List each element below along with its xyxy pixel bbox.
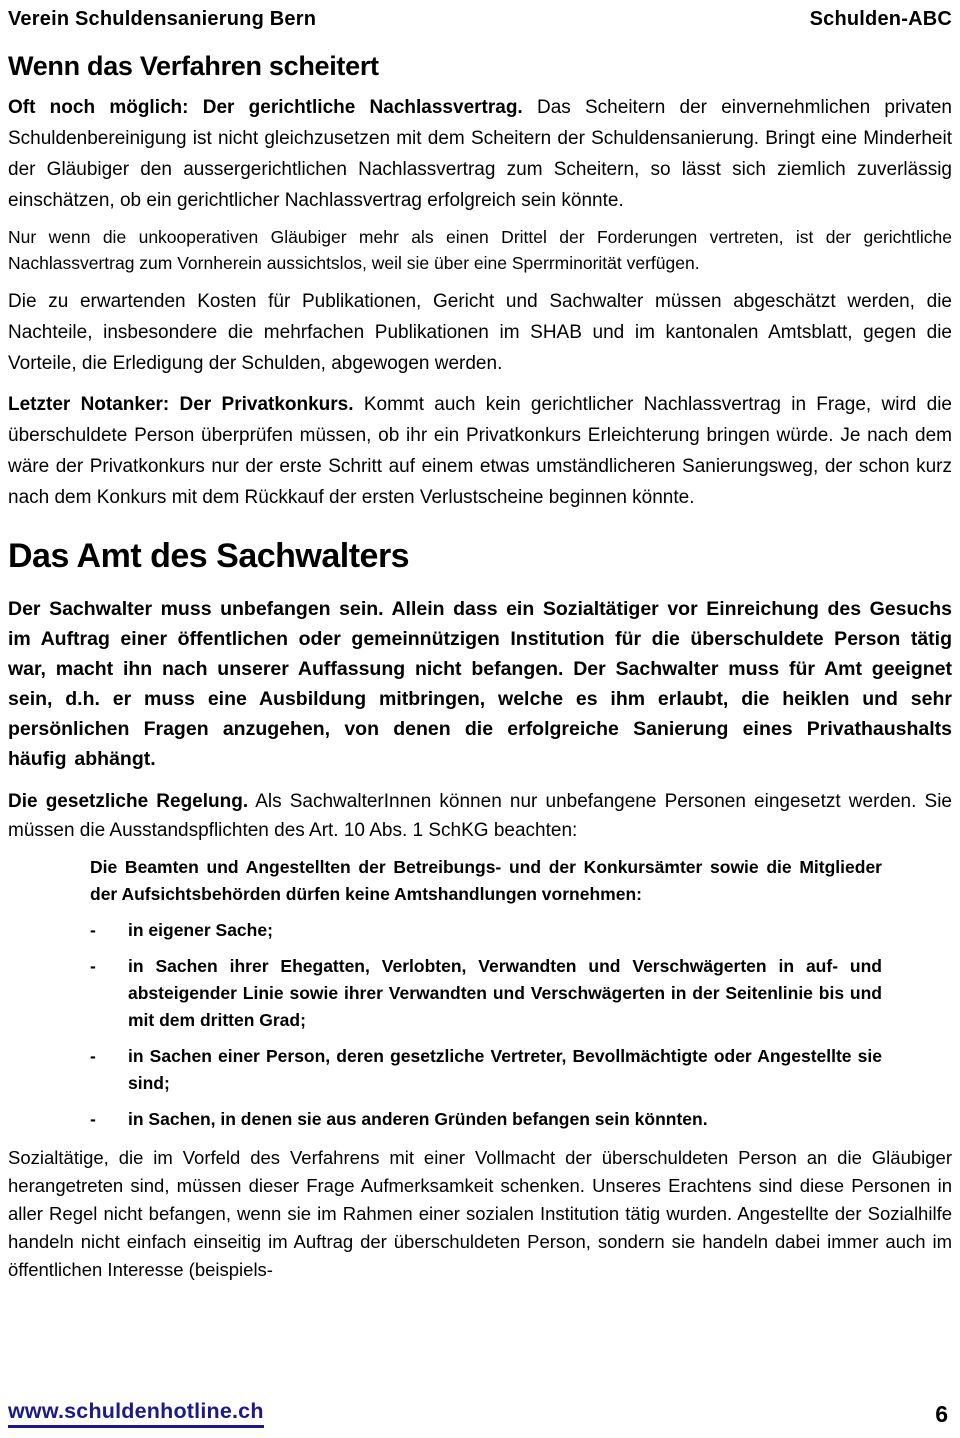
list-item-text: in Sachen einer Person, deren gesetzliche Vertreter, Bevollmächtigte oder Angestellte sie sind;: [128, 1046, 882, 1093]
paragraph-text: Allein dass ein Sozialtätiger vor Einreichung des Gesuchs im Auftrag einer öffentlichen oder gemeinnützigen Institution für die überschuldete Person tätig war, macht ihn nach unserer Auffassung nicht befangen. Der Sachwalter muss für Amt geeignet sein, d.h. er muss eine Ausbildung mitbringen, welche es ihm erlaubt, die heiklen und sehr persönlichen Fragen anzugehen, von denen die erfolgreiche Sanierung eines Privathaushalts häufig abhängt.: [8, 598, 952, 770]
paragraph-sozialtaetige: Sozialtätige, die im Vorfeld des Verfahrens mit einer Vollmacht der überschuldeten Person an die Gläubiger herangetreten sind, müssen dieser Frage Aufmerksamkeit schenken. Unseres Erachtens sind diese Personen in aller Regel nicht befangen, wenn sie im Rahmen einer sozialen Institution tätig wurden. Angestellte der Sozialhilfe handeln nicht einfach einseitig im Auftrag der überschuldeten Person, sondern sie handeln dabei immer auch im öffentlichen Interesse (beispiels-: [8, 1147, 952, 1280]
dash-bullet: -: [90, 920, 96, 940]
paragraph-text: Kommt auch kein gerichtlicher Nachlassvertrag in Frage, wird die überschuldete Person überprüfen müssen, ob ihr ein Privatkonkurs Erleichterung bringen würde. Je nach dem wäre der Privatkonkurs nur der erste Schritt auf einem etwas umständlicheren Sanierungsweg, der schon kurz nach dem Konkurs mit dem Rückkauf der ersten Verlustscheine beginnen könnte.: [8, 394, 952, 508]
list-item: [90, 953, 882, 1034]
list-item-text: in Sachen, in denen sie aus anderen Gründen befangen sein könnten.: [128, 1109, 708, 1129]
paragraph-lead: Die gesetzliche Regelung.: [8, 791, 249, 812]
paragraph-lead: Oft noch möglich: Der gerichtliche Nachlassvertrag.: [8, 97, 523, 118]
paragraph-text: Nur wenn die unkooperativen Gläubiger mehr als einen Drittel der Forderungen vertreten, ist der gerichtliche Nachlassvertrag zum Vornherein aussichtslos, weil sie über eine Sperrminorität verfügen.: [8, 227, 952, 273]
paragraph-gesetzliche-regelung: [8, 787, 952, 845]
header-doc-title: Schulden-ABC: [809, 8, 952, 30]
dash-bullet: -: [90, 1109, 96, 1129]
paragraph-text: Die zu erwartenden Kosten für Publikationen, Gericht und Sachwalter müssen abgeschätzt werden, die Nachteile, insbesondere die mehrfachen Publikationen im SHAB und im kantonalen Amtsblatt, gegen die Vorteile, die Erledigung der Schulden, abgewogen werden.: [8, 291, 952, 374]
list-item-text: in Sachen ihrer Ehegatten, Verlobten, Verwandten und Verschwägerten in auf- und absteigender Linie sowie ihrer Verwandten und Verschwägerten in der Seitenlinie bis und mit dem dritten Grad;: [128, 956, 882, 1030]
section-title-verfahren-scheitert: Wenn das Verfahren scheitert: [8, 51, 379, 81]
paragraph-lead: Der Sachwalter muss unbefangen sein.: [8, 598, 384, 620]
paragraph-privatkonkurs: [8, 389, 952, 513]
document-footer: [8, 1399, 948, 1428]
list-item-text: in eigener Sache;: [128, 920, 273, 940]
list-item: [90, 1043, 882, 1097]
header-org: Verein Schuldensanierung Bern: [8, 8, 317, 30]
dash-bullet: -: [90, 956, 96, 976]
list-item: [90, 917, 882, 944]
law-quotation-block: [90, 854, 882, 1133]
page-number: 6: [935, 1401, 948, 1427]
paragraph-lead: Letzter Notanker: Der Privatkonkurs.: [8, 394, 354, 415]
list-item: [90, 1106, 882, 1133]
paragraph-sachwalter-unbefangen: [8, 594, 952, 774]
dash-bullet: -: [90, 1046, 96, 1066]
paragraph-kosten: [8, 286, 952, 379]
paragraph-text: Als SachwalterInnen können nur unbefangene Personen eingesetzt werden. Sie müssen die Ausstandspflichten des Art. 10 Abs. 1 SchKG beachten:: [8, 791, 952, 841]
paragraph-gerichtlicher-nachlassvertrag: [8, 92, 952, 216]
footer-website-link[interactable]: www.schuldenhotline.ch: [8, 1399, 264, 1428]
paragraph-sperrminoritaet: [8, 224, 952, 276]
document-header: [8, 8, 952, 31]
section-title-amt-des-sachwalters: Das Amt des Sachwalters: [8, 537, 410, 575]
paragraph-text: Das Scheitern der einvernehmlichen privaten Schuldenbereinigung ist nicht gleichzusetzen mit dem Scheitern der Schuldensanierung. Bringt eine Minderheit der Gläubiger den aussergerichtlichen Nachlassvertrag zum Scheitern, so lässt sich ziemlich zuverlässig einschätzen, ob ein gerichtlicher Nachlassvertrag erfolgreich sein könnte.: [8, 97, 953, 211]
law-intro: Die Beamten und Angestellten der Betreibungs- und der Konkursämter sowie die Mitglieder der Aufsichtsbehörden dürfen keine Amtshandlungen vornehmen:: [90, 857, 882, 904]
